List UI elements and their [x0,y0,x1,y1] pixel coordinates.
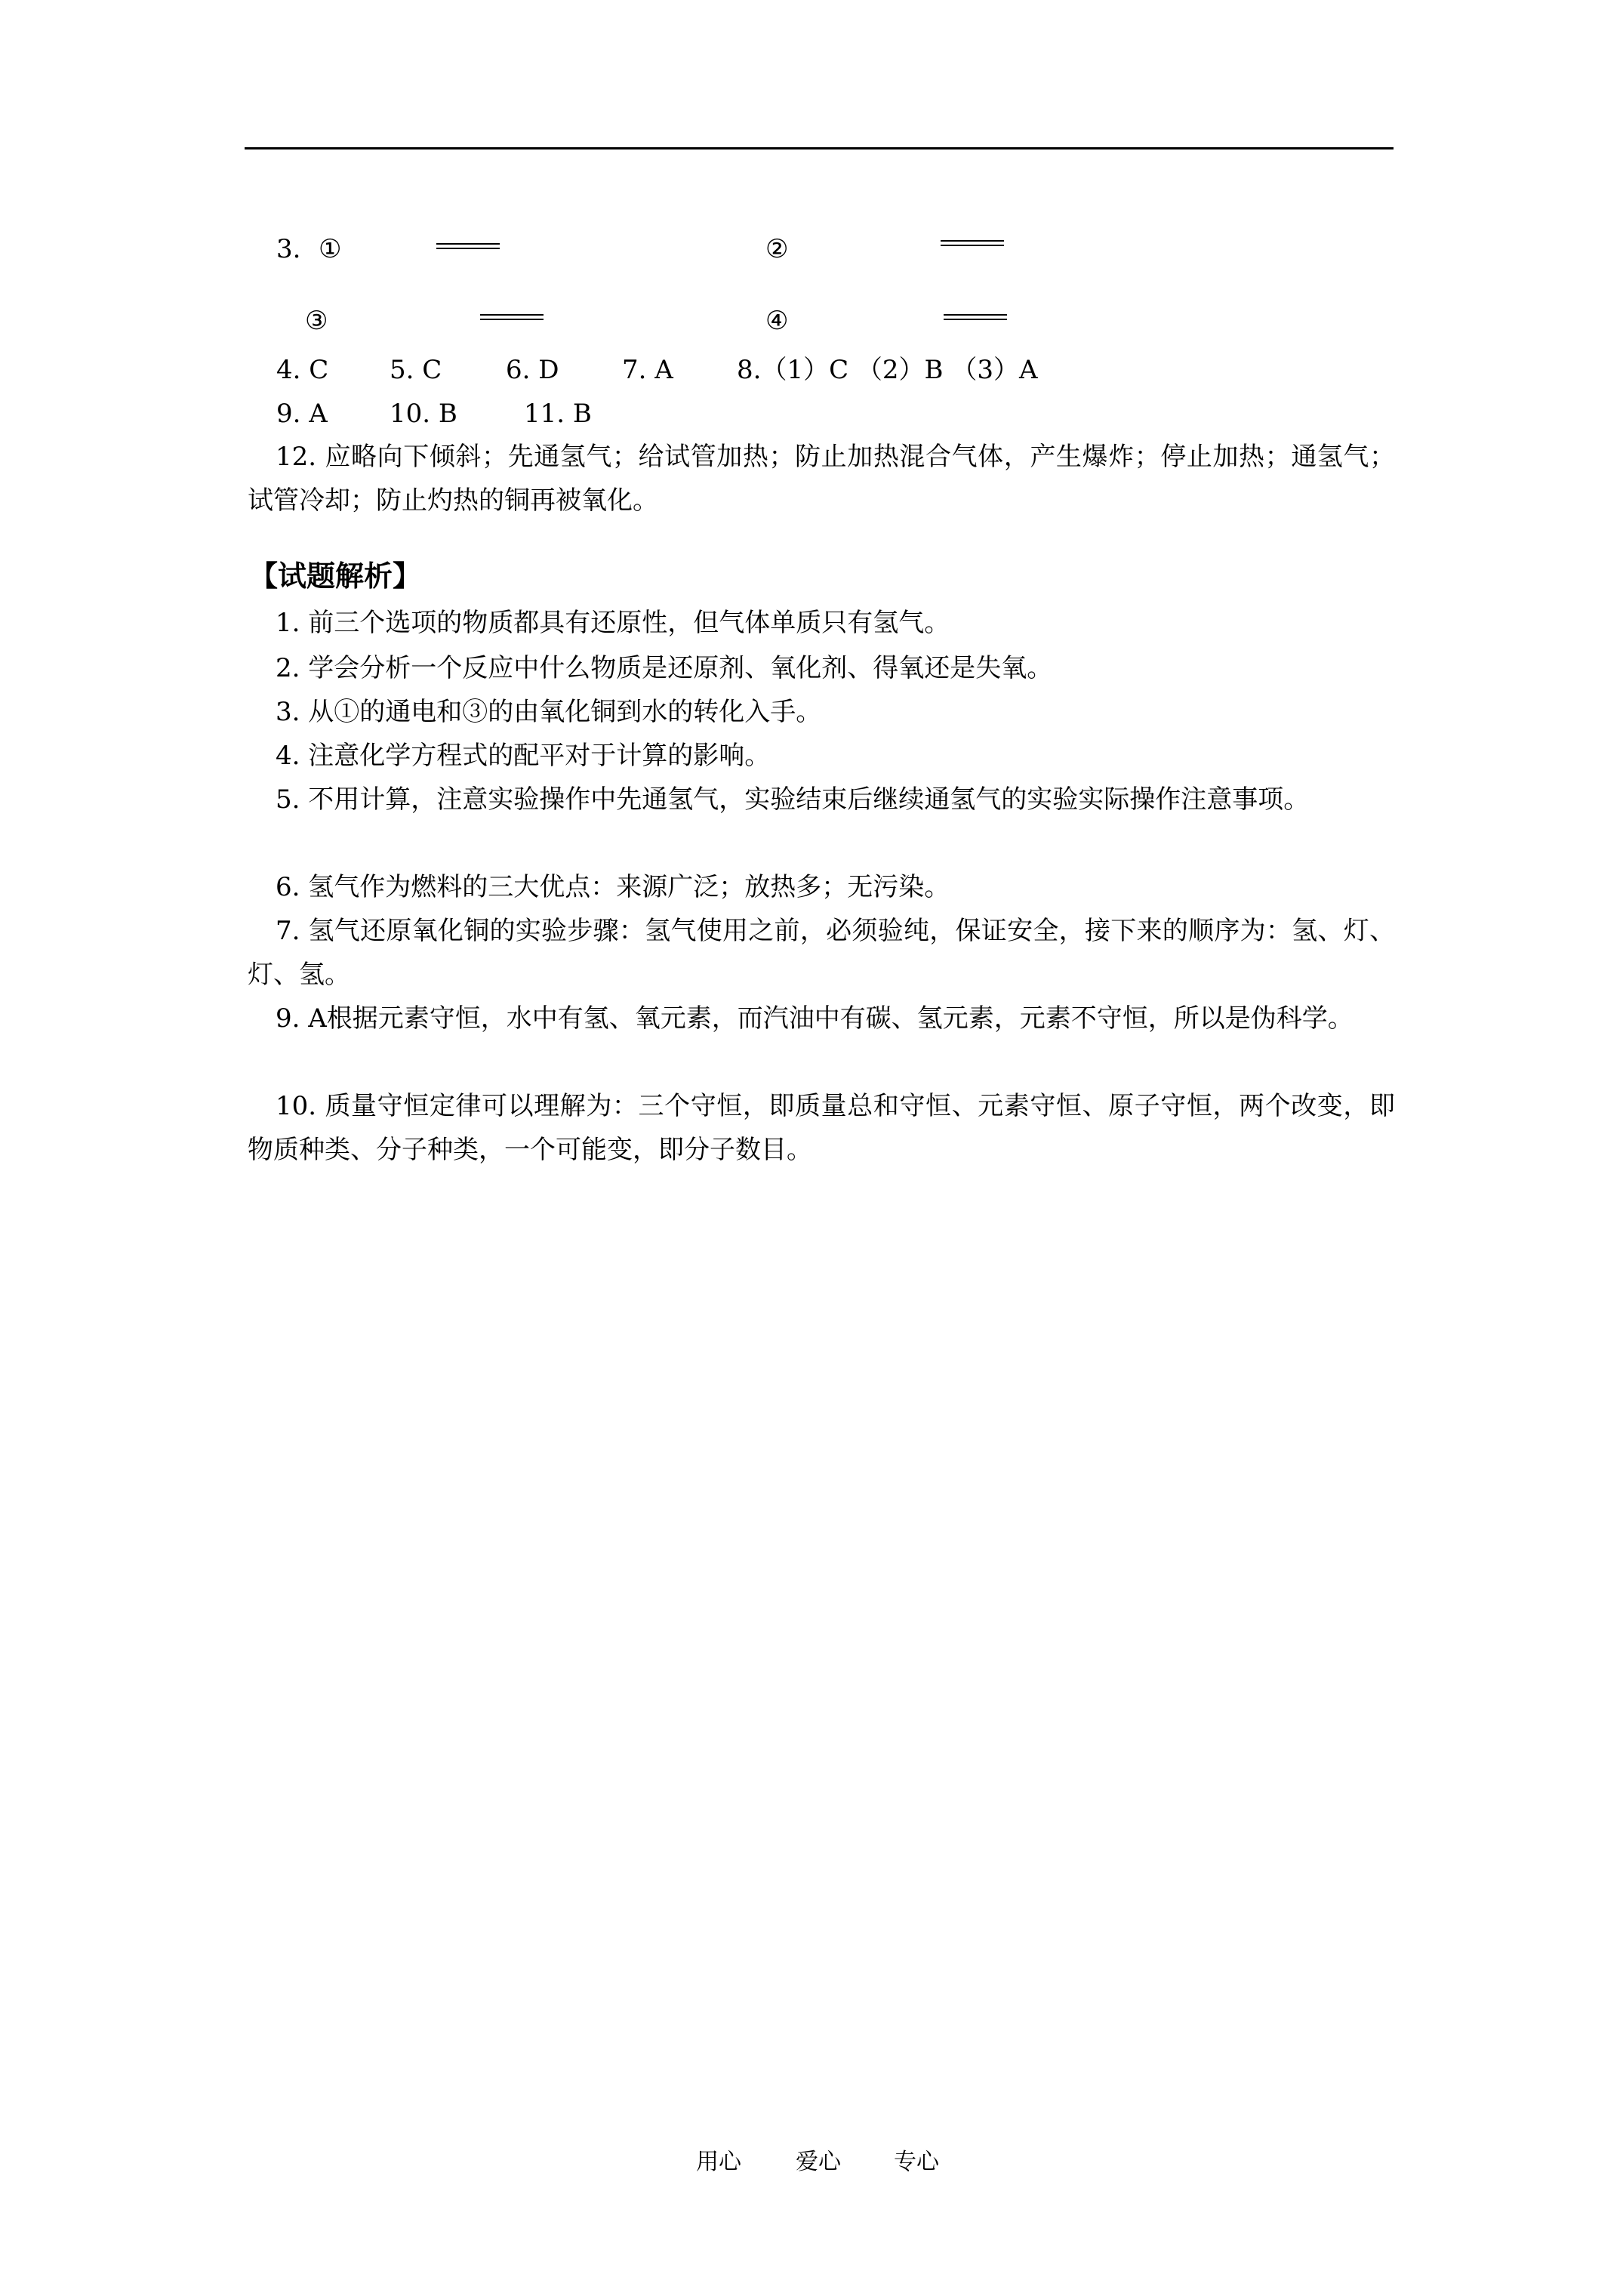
analysis-item-2: 2. 学会分析一个反应中什么物质是还原剂、氧化剂、得氧还是失氧。 [276,653,1053,683]
header-rule [245,147,1394,149]
answer-4: 4. C [276,355,329,385]
analysis-item-9: 9. A根据元素守恒，水中有氢、氧元素，而汽油中有碳、氢元素，元素不守恒，所以是伪科学。 [276,1003,1354,1034]
analysis-item-5: 5. 不用计算，注意实验操作中先通氢气，实验结束后继续通氢气的实验实际操作注意事项。 [276,784,1310,815]
q3-label: 3. [276,234,301,264]
answer-12: 12. 应略向下倾斜；先通氢气；给试管加热；防止加热混合气体，产生爆炸；停止加热；通氢气；试管冷却；防止灼热的铜再被氧化。 [248,442,1395,516]
analysis-item-6: 6. 氢气作为燃料的三大优点：来源广泛；放热多；无污染。 [276,872,950,902]
footer-item-1: 用心 [696,2149,741,2175]
analysis-item-1: 1. 前三个选项的物质都具有还原性，但气体单质只有氢气。 [276,608,950,638]
q3-marker-1: ① [319,234,342,264]
analysis-title: 【试题解析】 [249,559,422,593]
equals-sign-1 [436,243,500,249]
analysis-item-10: 10. 质量守恒定律可以理解为：三个守恒，即质量总和守恒、元素守恒、原子守恒，两个改变，即物质种类、分子种类，一个可能变，即分子数目。 [248,1091,1395,1165]
footer-item-2: 爱心 [796,2149,841,2175]
q3-marker-2: ② [765,234,789,264]
equals-sign-2 [941,240,1004,246]
footer-item-3: 专心 [894,2149,939,2175]
answer-10: 10. B [390,399,457,429]
answer-6: 6. D [506,355,559,385]
equals-sign-3 [480,314,544,320]
q3-marker-4: ④ [765,306,789,336]
answer-8: 8.（1）C （2）B （3）A [737,355,1038,385]
q3-marker-3: ③ [305,306,328,336]
answer-7: 7. A [622,355,673,385]
equals-sign-4 [944,314,1007,320]
analysis-item-4: 4. 注意化学方程式的配平对于计算的影响。 [276,741,771,771]
answer-11: 11. B [524,399,592,429]
analysis-item-3: 3. 从①的通电和③的由氧化铜到水的转化入手。 [276,697,822,727]
answer-9: 9. A [276,399,328,429]
answer-5: 5. C [390,355,442,385]
analysis-item-7: 7. 氢气还原氧化铜的实验步骤：氢气使用之前，必须验纯，保证安全，接下来的顺序为：氢、灯、灯、氢。 [248,916,1395,990]
